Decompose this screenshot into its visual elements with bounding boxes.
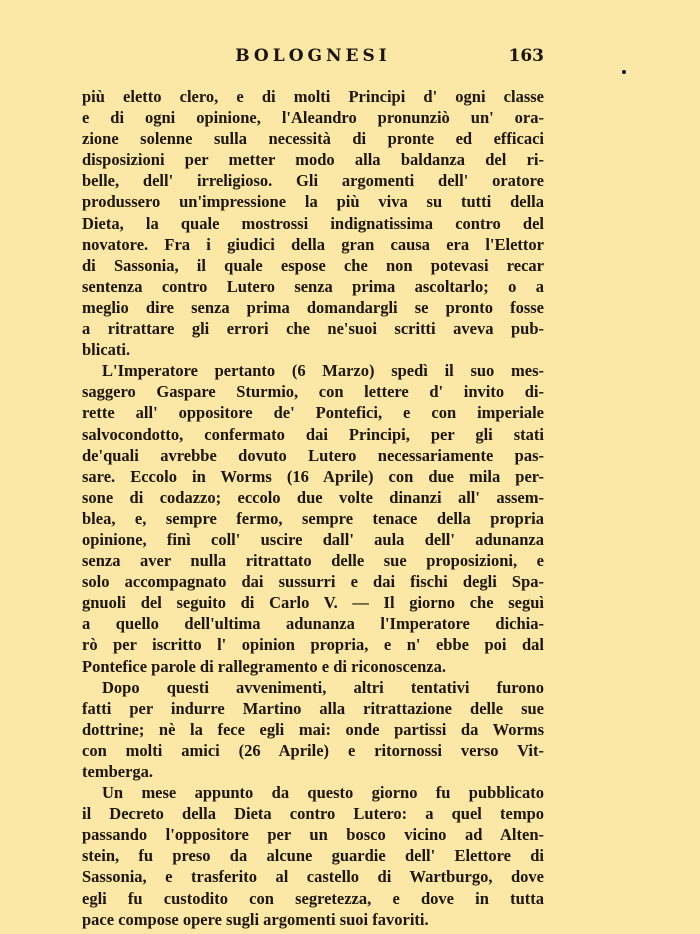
- text-line: il Decreto della Dieta contro Lutero: a quel tempo: [82, 804, 544, 824]
- text-line: senza aver nulla ritrattato delle sue proposizioni, e: [82, 551, 544, 571]
- text-line: temberga.: [82, 762, 154, 781]
- text-line: de'quali avrebbe dovuto Lutero necessariamente pas-: [82, 445, 544, 465]
- text-line: blicati.: [82, 340, 131, 360]
- page-number: 163: [508, 46, 544, 66]
- text-line: pace compose opere sugli argomenti suoi favoriti.: [82, 909, 429, 929]
- body-text: [82, 86, 544, 930]
- text-line: Pontefice parole di rallegramento e di riconoscenza.: [82, 656, 446, 676]
- text-line: blea, e, sempre fermo, sempre tenace della propria: [82, 508, 544, 528]
- text-line: sare. Eccolo in Worms (16 Aprile) con due mila per-: [82, 466, 544, 486]
- text-line: produssero un'impressione la più viva su tutti della: [82, 192, 544, 212]
- text-line: egli fu custodito con segretezza, e dove in tutta: [82, 888, 544, 908]
- text-line: e di ogni opinione, l'Aleandro pronunziò un' ora-: [82, 108, 544, 128]
- text-line: passando l'oppositore per un bosco vicino ad Alten-: [82, 825, 544, 845]
- text-line: salvocondotto, confermato dai Principi, per gli stati: [82, 424, 544, 444]
- running-title: BOLOGNESI: [235, 46, 391, 66]
- ink-speck: [622, 70, 626, 74]
- text-line: meglio dire senza prima domandargli se pronto fosse: [82, 297, 544, 317]
- text-line: gnuoli del seguito di Carlo V. — Il giorno che seguì: [82, 593, 544, 613]
- text-line: a quello dell'ultima adunanza l'Imperatore dichia-: [82, 614, 544, 634]
- text-line: più eletto clero, e di molti Principi d' ogni classe: [82, 87, 544, 106]
- text-line: Sassonia, e trasferito al castello di Wartburgo, dove: [82, 867, 544, 887]
- text-line: a ritrattare gli errori che ne'suoi scritti aveva pub-: [82, 319, 544, 339]
- running-head: [82, 46, 544, 70]
- text-line: Dieta, la quale mostrossi indignatissima contro del: [82, 213, 544, 233]
- text-line: sone di codazzo; eccolo due volte dinanzi all' assem-: [82, 487, 544, 507]
- text-line: fatti per indurre Martino alla ritrattazione delle sue: [82, 698, 544, 718]
- text-line: dottrine; nè la fece egli mai: onde partissi da Worms: [82, 719, 544, 739]
- text-line: zione solenne sulla necessità di pronte ed efficaci: [82, 129, 544, 149]
- text-line: rette all' oppositore de' Pontefici, e con imperiale: [82, 403, 544, 423]
- text-line: saggero Gaspare Sturmio, con lettere d' invito di-: [82, 382, 544, 402]
- text-line: belle, dell' irreligioso. Gli argomenti dell' oratore: [82, 171, 544, 191]
- text-line: stein, fu preso da alcune guardie dell' Elettore di: [82, 846, 544, 866]
- text-line: disposizioni per metter modo alla baldanza del ri-: [82, 150, 544, 170]
- text-line: con molti amici (26 Aprile) e ritornossi verso Vit-: [82, 740, 544, 760]
- text-line: Dopo questi avvenimenti, altri tentativi furono: [102, 677, 544, 697]
- text-line: solo accompagnato dai sussurri e dai fischi degli Spa-: [82, 572, 544, 592]
- text-line: novatore. Fra i giudici della gran causa era l'Elettor: [82, 234, 544, 254]
- text-line: rò per iscritto l' opinion propria, e n' ebbe poi dal: [82, 635, 544, 655]
- text-line: sentenza contro Lutero senza prima ascoltarlo; o a: [82, 276, 544, 296]
- text-line: Un mese appunto da questo giorno fu pubblicato: [102, 783, 544, 803]
- text-line: L'Imperatore pertanto (6 Marzo) spedì il suo mes-: [102, 361, 544, 381]
- text-line: di Sassonia, il quale espose che non potevasi recar: [82, 255, 544, 275]
- text-line: opinione, finì coll' uscire dall' aula dell' adunanza: [82, 529, 544, 549]
